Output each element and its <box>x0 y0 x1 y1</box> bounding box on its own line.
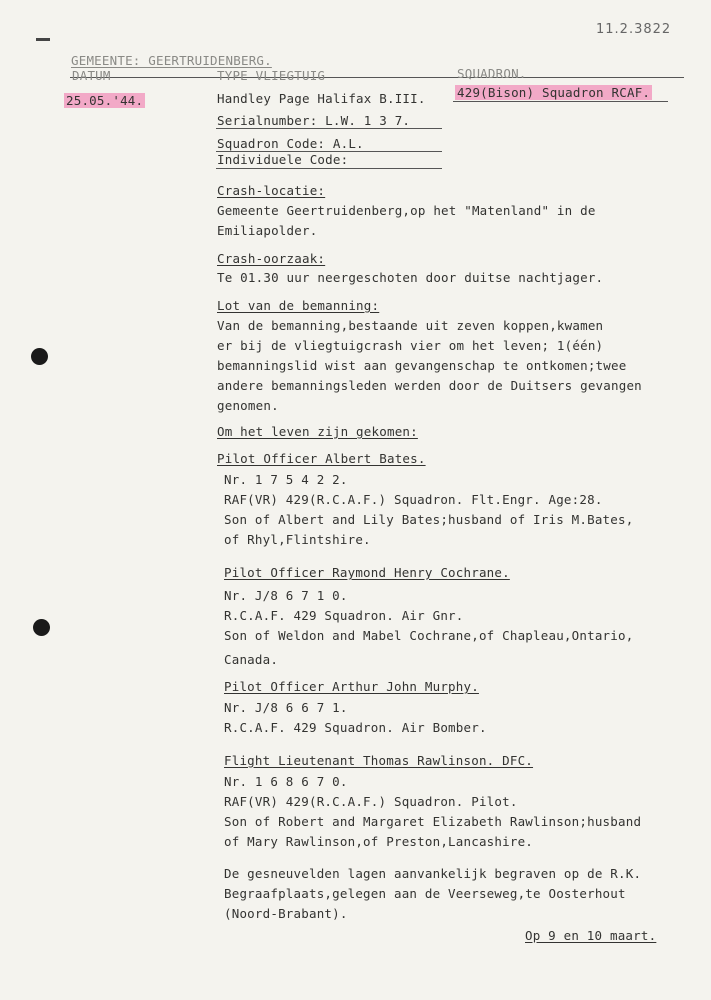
killed-heading: Om het leven zijn gekomen: <box>217 424 418 439</box>
crew-name: Flight Lieutenant Thomas Rawlinson. DFC. <box>224 753 534 768</box>
squadron-rule <box>453 101 668 102</box>
serial-number: Serialnumber: L.W. 1 3 7. <box>217 113 411 128</box>
lot-line: genomen. <box>217 398 279 413</box>
burial-line: De gesneuvelden lagen aanvankelijk begraven op de R.K. <box>224 866 642 881</box>
crew-line: of Rhyl,Flintshire. <box>224 532 371 547</box>
crash-oorzaak-line: Te 01.30 uur neergeschoten door duitse nachtjager. <box>217 270 604 285</box>
individuele-code-rule <box>216 168 442 169</box>
lot-line: Van de bemanning,bestaande uit zeven koppen,kwamen <box>217 318 604 333</box>
lot-heading: Lot van de bemanning: <box>217 298 380 313</box>
crew-line: Son of Weldon and Mabel Cochrane,of Chapleau,Ontario, <box>224 628 634 643</box>
individuele-code: Individuele Code: <box>217 152 349 167</box>
gemeente-label: GEMEENTE: GEERTRUIDENBERG. <box>71 53 272 68</box>
crash-locatie-heading: Crash-locatie: <box>217 183 326 198</box>
type-value: Handley Page Halifax B.III. <box>217 91 426 106</box>
crew-line: Nr. 1 6 8 6 7 0. <box>224 774 348 789</box>
crew-line: RAF(VR) 429(R.C.A.F.) Squadron. Flt.Engr. Age:28. <box>224 492 603 507</box>
datum-label: DATUM <box>72 68 111 83</box>
crew-line: Son of Albert and Lily Bates;husband of Iris M.Bates, <box>224 512 634 527</box>
crew-line: R.C.A.F. 429 Squadron. Air Bomber. <box>224 720 487 735</box>
crew-name: Pilot Officer Raymond Henry Cochrane. <box>224 565 510 580</box>
crew-line: Nr. J/8 6 7 1 0. <box>224 588 348 603</box>
lot-line: bemanningslid wist aan gevangenschap te ontkomen;twee <box>217 358 627 373</box>
squadron-label: SQUADRON. <box>457 66 527 81</box>
crew-line: Nr. J/8 6 6 7 1. <box>224 700 348 715</box>
punch-hole-bottom <box>33 619 50 636</box>
burial-line: (Noord-Brabant). <box>224 906 348 921</box>
continued-note: Op 9 en 10 maart. <box>525 928 657 943</box>
crash-oorzaak-heading: Crash-oorzaak: <box>217 251 326 266</box>
header-rule <box>70 77 684 78</box>
crew-line: Canada. <box>224 652 279 667</box>
crew-line: of Mary Rawlinson,of Preston,Lancashire. <box>224 834 534 849</box>
crew-line: Son of Robert and Margaret Elizabeth Rawlinson;husband <box>224 814 642 829</box>
corner-mark <box>36 38 50 41</box>
crew-line: RAF(VR) 429(R.C.A.F.) Squadron. Pilot. <box>224 794 518 809</box>
lot-line: er bij de vliegtuigcrash vier om het leven; 1(één) <box>217 338 604 353</box>
crew-name: Pilot Officer Albert Bates. <box>217 451 426 466</box>
lot-line: andere bemanningsleden werden door de Duitsers gevangen <box>217 378 642 393</box>
crew-line: Nr. 1 7 5 4 2 2. <box>224 472 348 487</box>
squadron-value: 429(Bison) Squadron RCAF. <box>457 85 651 100</box>
archive-stamp: 11.2.3822 <box>596 22 672 37</box>
burial-line: Begraafplaats,gelegen aan de Veerseweg,te Oosterhout <box>224 886 626 901</box>
crash-locatie-line: Gemeente Geertruidenberg,op het "Matenland" in de <box>217 203 596 218</box>
squadron-code: Squadron Code: A.L. <box>217 136 364 151</box>
serial-rule <box>216 128 442 129</box>
punch-hole-top <box>31 348 48 365</box>
crew-line: R.C.A.F. 429 Squadron. Air Gnr. <box>224 608 464 623</box>
datum-value: 25.05.'44. <box>66 93 144 108</box>
type-label: TYPE VLIEGTUIG <box>217 68 326 83</box>
crash-locatie-line: Emiliapolder. <box>217 223 318 238</box>
crew-name: Pilot Officer Arthur John Murphy. <box>224 679 479 694</box>
